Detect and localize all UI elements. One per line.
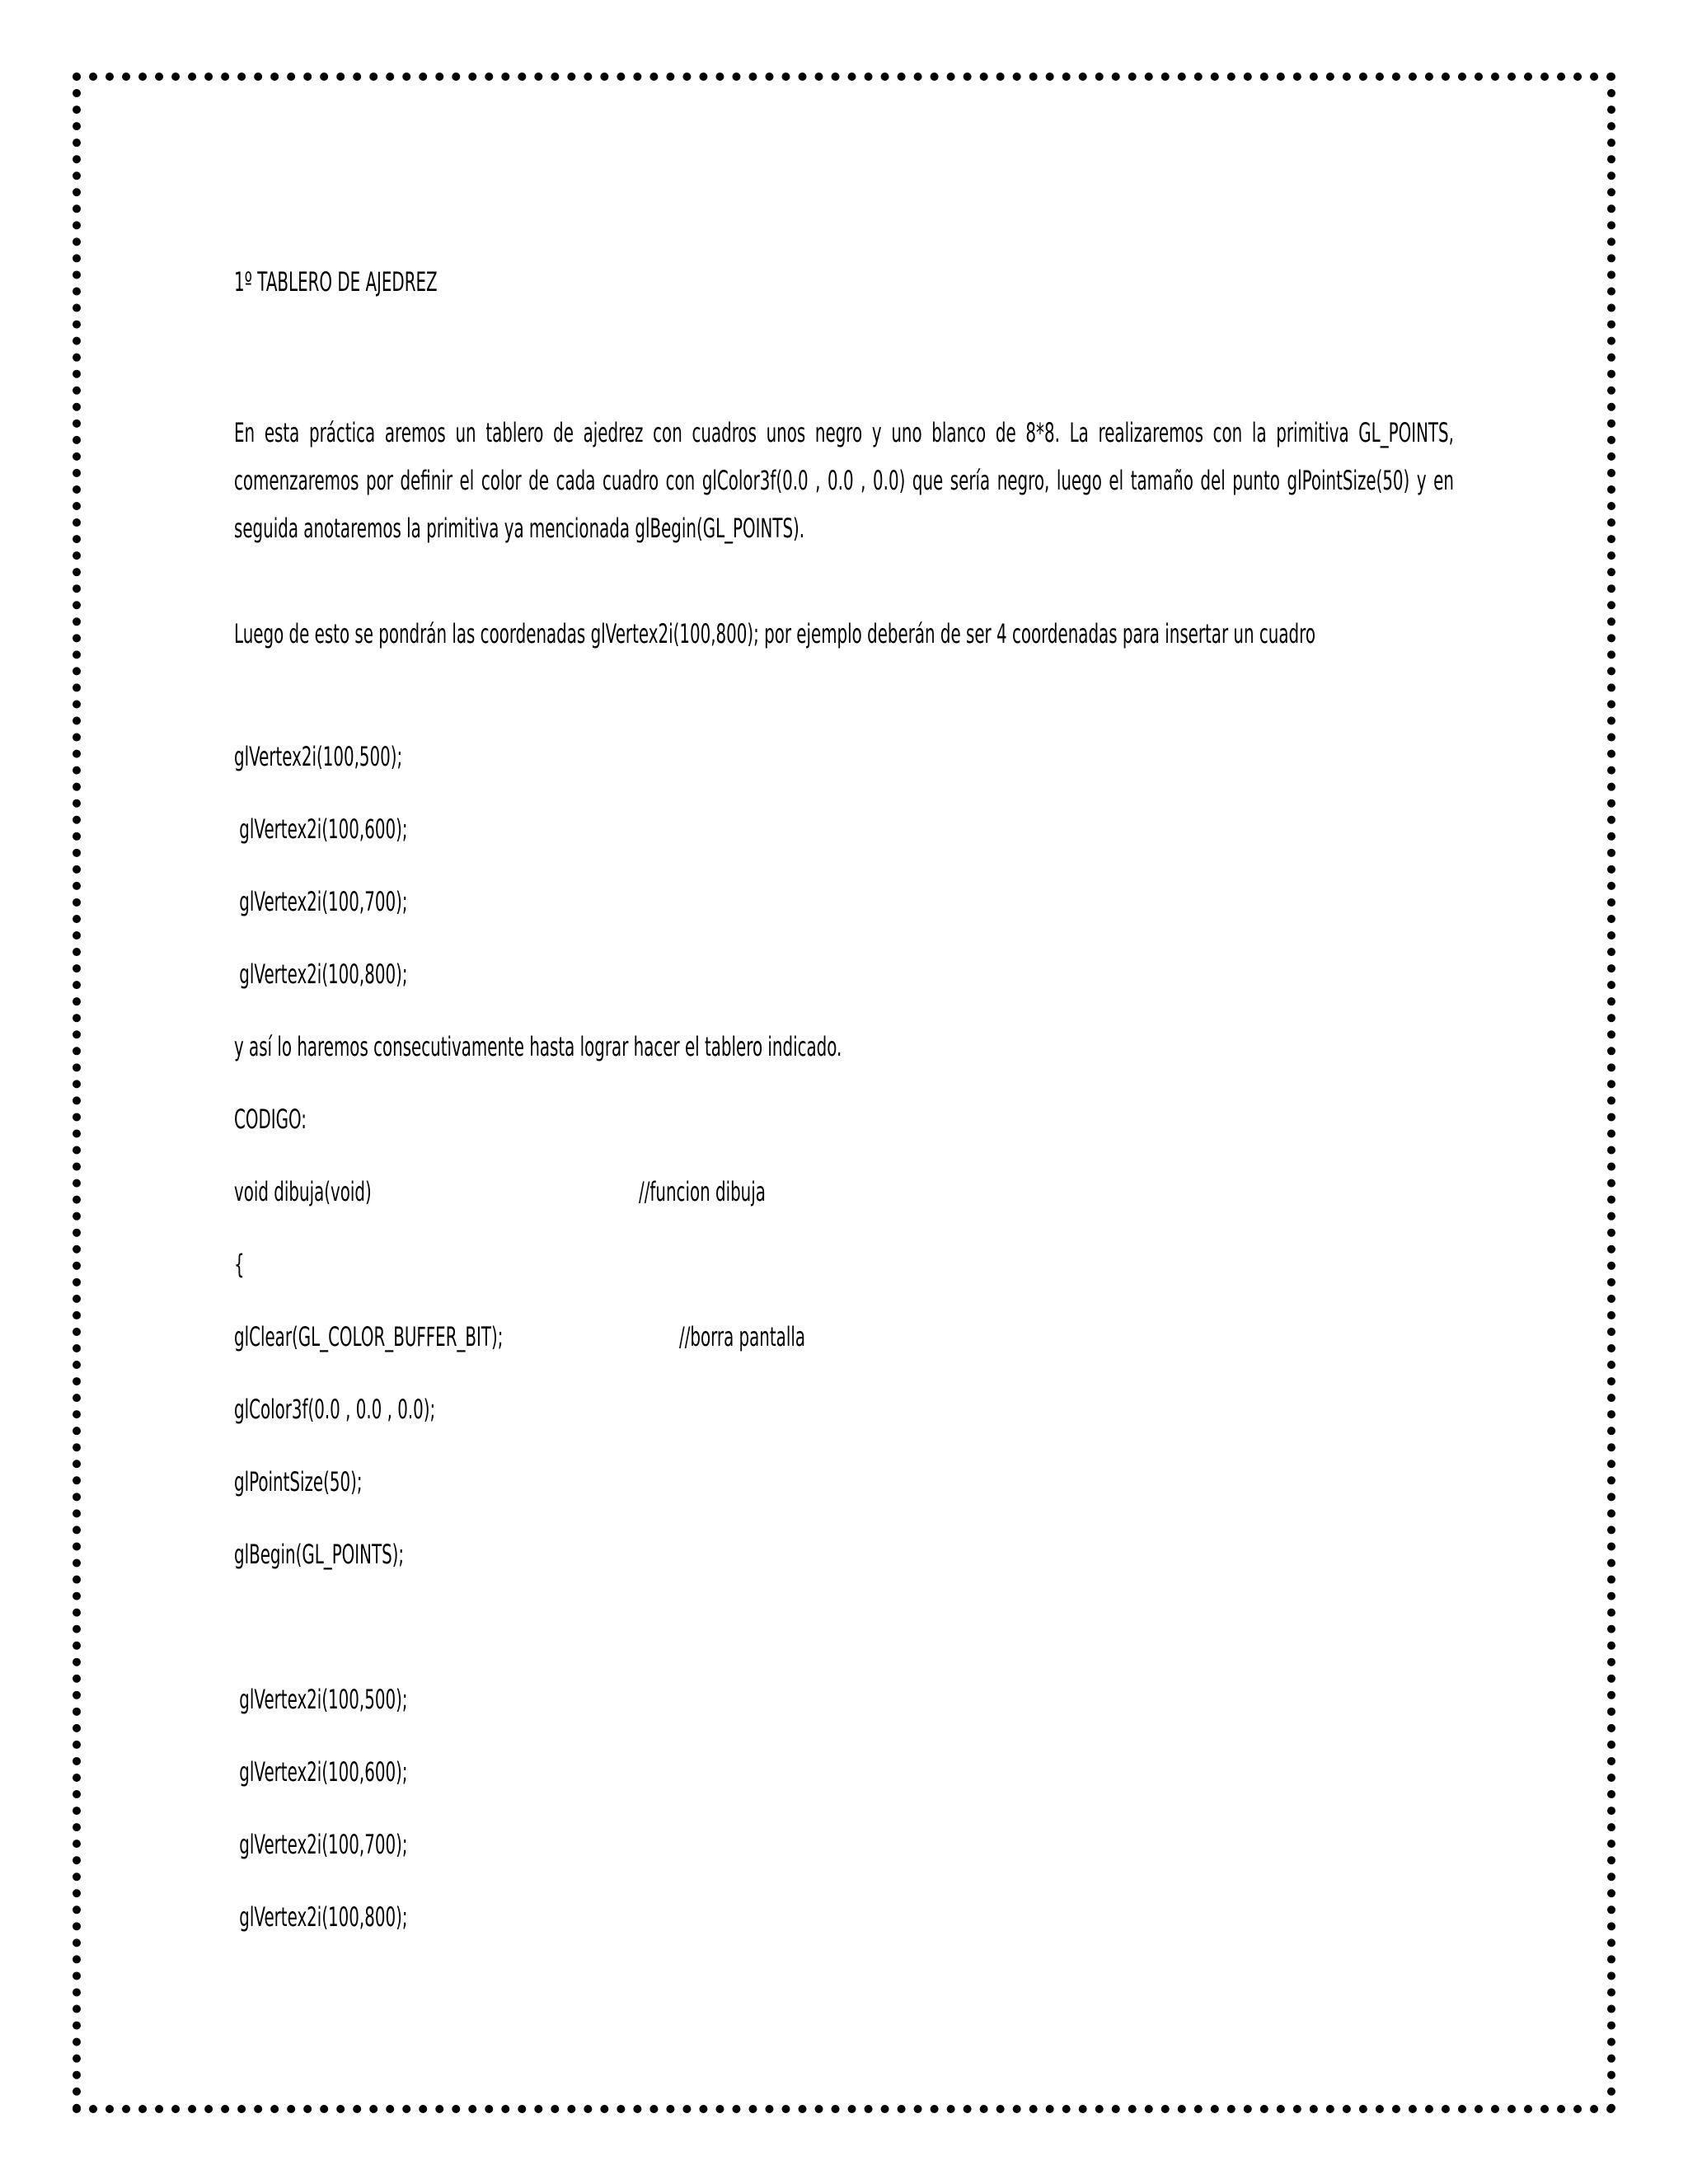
code-line: glClear(GL_COLOR_BUFFER_BIT); <box>234 1321 504 1352</box>
code-line: { <box>234 1249 245 1280</box>
code-heading: CODIGO: <box>234 1104 307 1135</box>
code-comment: //borra pantalla <box>679 1321 805 1352</box>
page-border <box>73 73 1615 2113</box>
example-line: glVertex2i(100,600); <box>234 813 408 845</box>
coordinates-paragraph: Luego de esto se pondrán las coordenadas glVertex2i(100,800); por ejemplo deberán de ser 4 coordenadas para insertar un cuadro <box>234 618 1315 649</box>
intro-paragraph: En esta práctica aremos un tablero de ajedrez con cuadros unos negro y uno blanco de 8*8. La realizaremos con la primitiva GL_POINTS, comenzaremos por definir el color de cada cuadro con glColor3f(0.0 , 0.0 , 0.0) que sería negro, luego el tamaño del punto glPointSize(50) y en seguida anotaremos la primitiva ya mencionada glBegin(GL_POINTS). <box>234 417 1454 544</box>
code-line: glVertex2i(100,500); <box>234 1684 408 1715</box>
code-line: glColor3f(0.0 , 0.0 , 0.0); <box>234 1394 436 1425</box>
example-line: glVertex2i(100,800); <box>234 958 408 990</box>
closing-paragraph: y así lo haremos consecutivamente hasta lograr hacer el tablero indicado. <box>234 1031 842 1062</box>
code-line: glVertex2i(100,800); <box>234 1901 408 1933</box>
document-title: 1º TABLERO DE AJEDREZ <box>234 266 438 298</box>
code-comment: //funcion dibuja <box>639 1176 766 1207</box>
example-line: glVertex2i(100,700); <box>234 886 408 917</box>
code-line: glBegin(GL_POINTS); <box>234 1539 405 1570</box>
code-line: glPointSize(50); <box>234 1466 363 1497</box>
code-line: glVertex2i(100,700); <box>234 1829 408 1860</box>
code-line: glVertex2i(100,600); <box>234 1756 408 1788</box>
code-line: void dibuja(void) <box>234 1176 372 1207</box>
example-line: glVertex2i(100,500); <box>234 741 403 772</box>
